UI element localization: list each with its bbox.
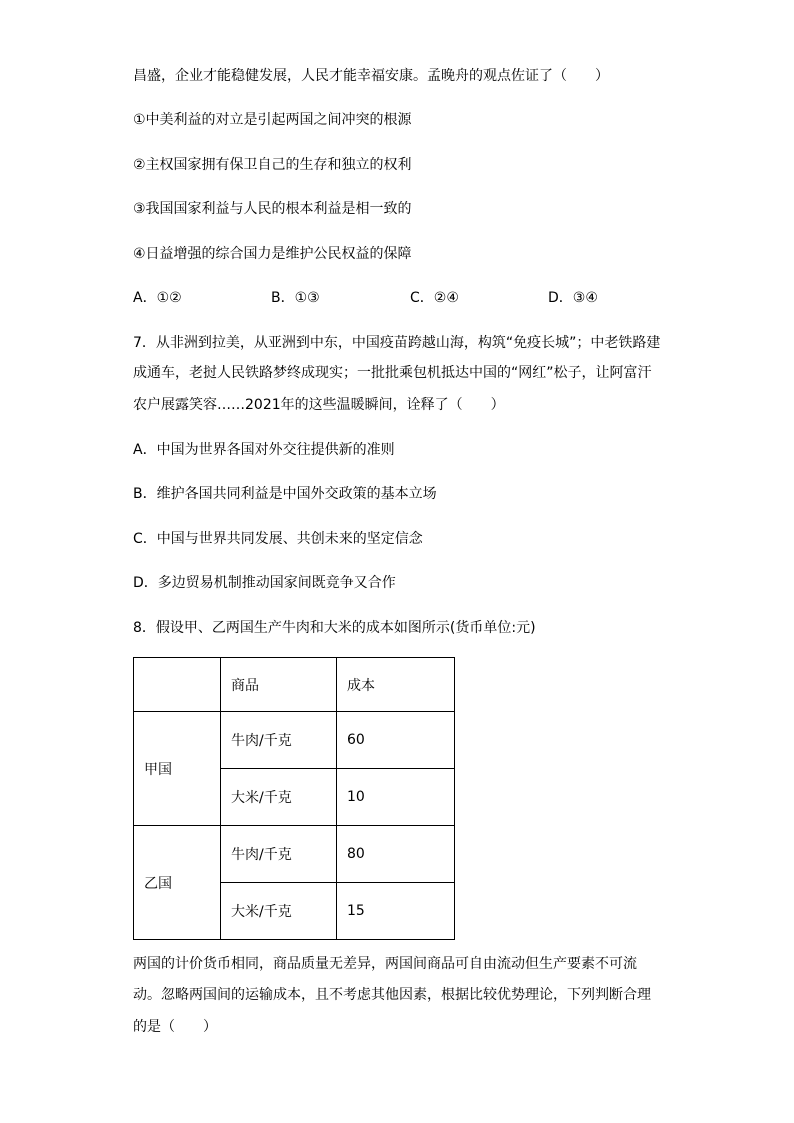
q7-option-d: D．多边贸易机制推动国家间既竞争又合作 — [133, 575, 396, 591]
q8-after-line-1: 两国的计价货币相同，商品质量无差异，两国间商品可自由流动但生产要素不可流 — [133, 956, 637, 972]
table-header-corner — [134, 658, 221, 712]
table-row — [134, 712, 455, 769]
q8-stem: 8．假设甲、乙两国生产牛肉和大米的成本如图所示(货币单位:元) — [133, 620, 536, 636]
q6-option-a: A．①② — [133, 290, 182, 306]
q6-statement-3: ③我国国家利益与人民的根本利益是相一致的 — [133, 201, 412, 217]
cost-cell: 60 — [337, 712, 455, 769]
q7-stem-line-3: 农户展露笑容……2021年的这些温暖瞬间，诠释了（ ） — [133, 397, 505, 413]
item-cell: 大米/千克 — [221, 769, 337, 826]
q7-option-a: A．中国为世界各国对外交往提供新的准则 — [133, 442, 395, 458]
country-cell: 甲国 — [134, 712, 221, 826]
q7-stem-line-1: 7．从非洲到拉美，从亚洲到中东，中国疫苗跨越山海，构筑“免疫长城”；中老铁路建 — [133, 335, 661, 351]
q6-option-d: D．③④ — [548, 290, 598, 306]
q6-statement-1: ①中美利益的对立是引起两国之间冲突的根源 — [133, 112, 412, 128]
q6-statement-2: ②主权国家拥有保卫自己的生存和独立的权利 — [133, 157, 412, 173]
country-cell: 乙国 — [134, 826, 221, 940]
item-cell: 牛肉/千克 — [221, 826, 337, 883]
q6-stem-tail: 昌盛，企业才能稳健发展，人民才能幸福安康。孟晚舟的观点佐证了（ ） — [133, 68, 609, 84]
table-header-item: 商品 — [221, 658, 337, 712]
q8-after-line-2: 动。忽略两国间的运输成本，且不考虑其他因素，根据比较优势理论，下列判断合理 — [133, 987, 651, 1003]
item-cell: 牛肉/千克 — [221, 712, 337, 769]
q7-stem-line-2: 成通车，老挝人民铁路梦终成现实；一批批乘包机抵达中国的“网红”松子，让阿富汗 — [133, 365, 652, 381]
cost-cell: 15 — [337, 883, 455, 940]
q7-option-c: C．中国与世界共同发展、共创未来的坚定信念 — [133, 531, 423, 547]
cost-cell: 10 — [337, 769, 455, 826]
item-cell: 大米/千克 — [221, 883, 337, 940]
cost-cell: 80 — [337, 826, 455, 883]
table-header-cost: 成本 — [337, 658, 455, 712]
table-header-row — [134, 658, 455, 712]
q6-option-b: B．①③ — [271, 290, 320, 306]
q8-after-line-3: 的是（ ） — [133, 1019, 217, 1035]
q6-option-c: C．②④ — [410, 290, 459, 306]
q6-statement-4: ④日益增强的综合国力是维护公民权益的保障 — [133, 246, 412, 262]
cost-table — [133, 657, 455, 940]
q7-option-b: B．维护各国共同利益是中国外交政策的基本立场 — [133, 486, 437, 502]
table-row — [134, 826, 455, 883]
